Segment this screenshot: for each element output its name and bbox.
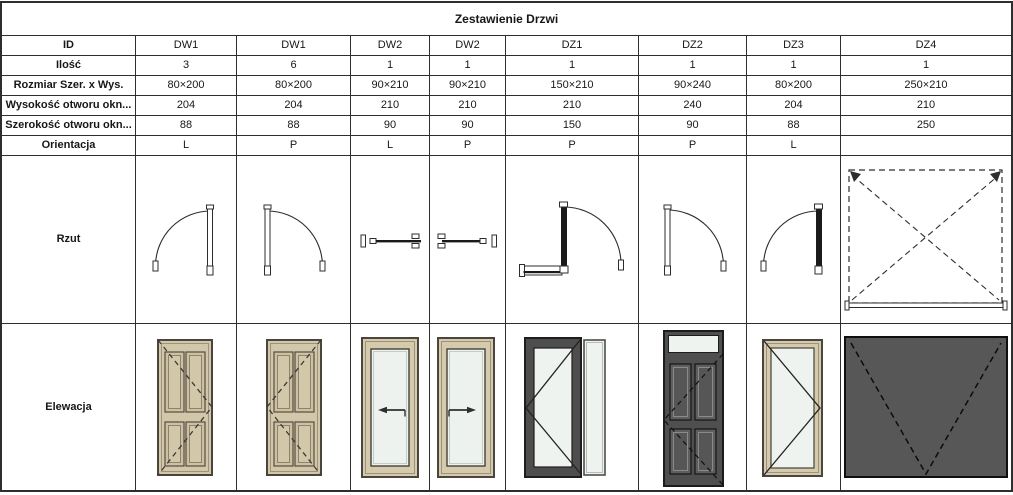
rozmiar-cell: 90×210 xyxy=(351,76,429,95)
wysokosc-cell: 210 xyxy=(430,96,505,115)
row-label-rozmiar: Rozmiar Szer. x Wys. xyxy=(2,76,135,95)
id-cell: DW2 xyxy=(351,36,429,55)
rzut-cell-dz2 xyxy=(639,156,746,323)
ilosc-cell: 3 xyxy=(136,56,236,75)
ilosc-cell: 6 xyxy=(237,56,350,75)
id-cell: DW1 xyxy=(237,36,350,55)
szerokosc-cell: 250 xyxy=(841,116,1011,135)
glazed-sliding-door-elevation-right-icon xyxy=(430,324,505,490)
row-label-id: ID xyxy=(2,36,135,55)
door-plan-swing-right-icon xyxy=(639,156,746,323)
elewacja-cell-dz3 xyxy=(747,324,840,490)
row-label-elewacja: Elewacja xyxy=(2,324,135,490)
szerokosc-cell: 88 xyxy=(136,116,236,135)
door-schedule-table xyxy=(0,1,1013,492)
orientacja-cell: L xyxy=(136,136,236,155)
ilosc-cell: 1 xyxy=(639,56,746,75)
rozmiar-cell: 150×210 xyxy=(506,76,638,95)
ilosc-cell: 1 xyxy=(430,56,505,75)
elewacja-cell-dw1-p xyxy=(237,324,350,490)
tan-glazed-door-elevation-left-icon xyxy=(747,324,840,490)
orientacja-cell: P xyxy=(506,136,638,155)
szerokosc-cell: 90 xyxy=(639,116,746,135)
orientacja-cell: L xyxy=(351,136,429,155)
dark-glazed-door-with-sidelight-elevation-icon xyxy=(506,324,638,490)
orientacja-cell: P xyxy=(430,136,505,155)
table-title: Zestawienie Drzwi xyxy=(2,3,1011,35)
row-label-rzut: Rzut xyxy=(2,156,135,323)
rzut-cell-dw2-l xyxy=(351,156,429,323)
panel-door-elevation-left-icon xyxy=(136,324,236,490)
row-label-wysokosc: Wysokość otworu okn... xyxy=(2,96,135,115)
ilosc-cell: 1 xyxy=(841,56,1011,75)
rozmiar-cell: 90×210 xyxy=(430,76,505,95)
elewacja-cell-dz4 xyxy=(841,324,1011,490)
orientacja-cell: P xyxy=(639,136,746,155)
rozmiar-cell: 250×210 xyxy=(841,76,1011,95)
rzut-cell-dw1-l xyxy=(136,156,236,323)
orientacja-cell: L xyxy=(747,136,840,155)
wysokosc-cell: 210 xyxy=(841,96,1011,115)
elewacja-cell-dz2 xyxy=(639,324,746,490)
rozmiar-cell: 80×200 xyxy=(237,76,350,95)
sliding-door-plan-right-icon xyxy=(430,156,505,323)
door-plan-swing-right-icon xyxy=(237,156,350,323)
wysokosc-cell: 204 xyxy=(237,96,350,115)
sliding-door-plan-left-icon xyxy=(351,156,429,323)
wysokosc-cell: 210 xyxy=(506,96,638,115)
door-plan-with-sidelight-icon xyxy=(506,156,638,323)
elewacja-cell-dw1-l xyxy=(136,324,236,490)
szerokosc-cell: 90 xyxy=(351,116,429,135)
wysokosc-cell: 240 xyxy=(639,96,746,115)
ilosc-cell: 1 xyxy=(351,56,429,75)
id-cell: DW1 xyxy=(136,36,236,55)
id-cell: DW2 xyxy=(430,36,505,55)
panel-door-elevation-right-icon xyxy=(237,324,350,490)
wysokosc-cell: 204 xyxy=(747,96,840,115)
wysokosc-cell: 210 xyxy=(351,96,429,115)
door-plan-swing-left-icon xyxy=(747,156,840,323)
rzut-cell-dz1 xyxy=(506,156,638,323)
rzut-cell-dw1-p xyxy=(237,156,350,323)
rzut-cell-dw2-p xyxy=(430,156,505,323)
id-cell: DZ4 xyxy=(841,36,1011,55)
orientacja-cell xyxy=(841,136,1011,155)
id-cell: DZ1 xyxy=(506,36,638,55)
door-plan-swing-left-icon xyxy=(136,156,236,323)
ilosc-cell: 1 xyxy=(506,56,638,75)
szerokosc-cell: 150 xyxy=(506,116,638,135)
rozmiar-cell: 80×200 xyxy=(136,76,236,95)
garage-door-plan-icon xyxy=(841,156,1011,323)
elewacja-cell-dw2-p xyxy=(430,324,505,490)
row-label-orientacja: Orientacja xyxy=(2,136,135,155)
id-cell: DZ2 xyxy=(639,36,746,55)
rzut-cell-dz3 xyxy=(747,156,840,323)
id-cell: DZ3 xyxy=(747,36,840,55)
wysokosc-cell: 204 xyxy=(136,96,236,115)
szerokosc-cell: 90 xyxy=(430,116,505,135)
elewacja-cell-dz1 xyxy=(506,324,638,490)
row-label-ilosc: Ilość xyxy=(2,56,135,75)
elewacja-cell-dw2-l xyxy=(351,324,429,490)
rzut-cell-dz4 xyxy=(841,156,1011,323)
ilosc-cell: 1 xyxy=(747,56,840,75)
glazed-sliding-door-elevation-left-icon xyxy=(351,324,429,490)
szerokosc-cell: 88 xyxy=(237,116,350,135)
row-label-szerokosc: Szerokość otworu okn... xyxy=(2,116,135,135)
rozmiar-cell: 90×240 xyxy=(639,76,746,95)
dark-panel-door-with-transom-elevation-icon xyxy=(639,324,746,490)
szerokosc-cell: 88 xyxy=(747,116,840,135)
orientacja-cell: P xyxy=(237,136,350,155)
rozmiar-cell: 80×200 xyxy=(747,76,840,95)
garage-door-elevation-icon xyxy=(841,324,1011,490)
